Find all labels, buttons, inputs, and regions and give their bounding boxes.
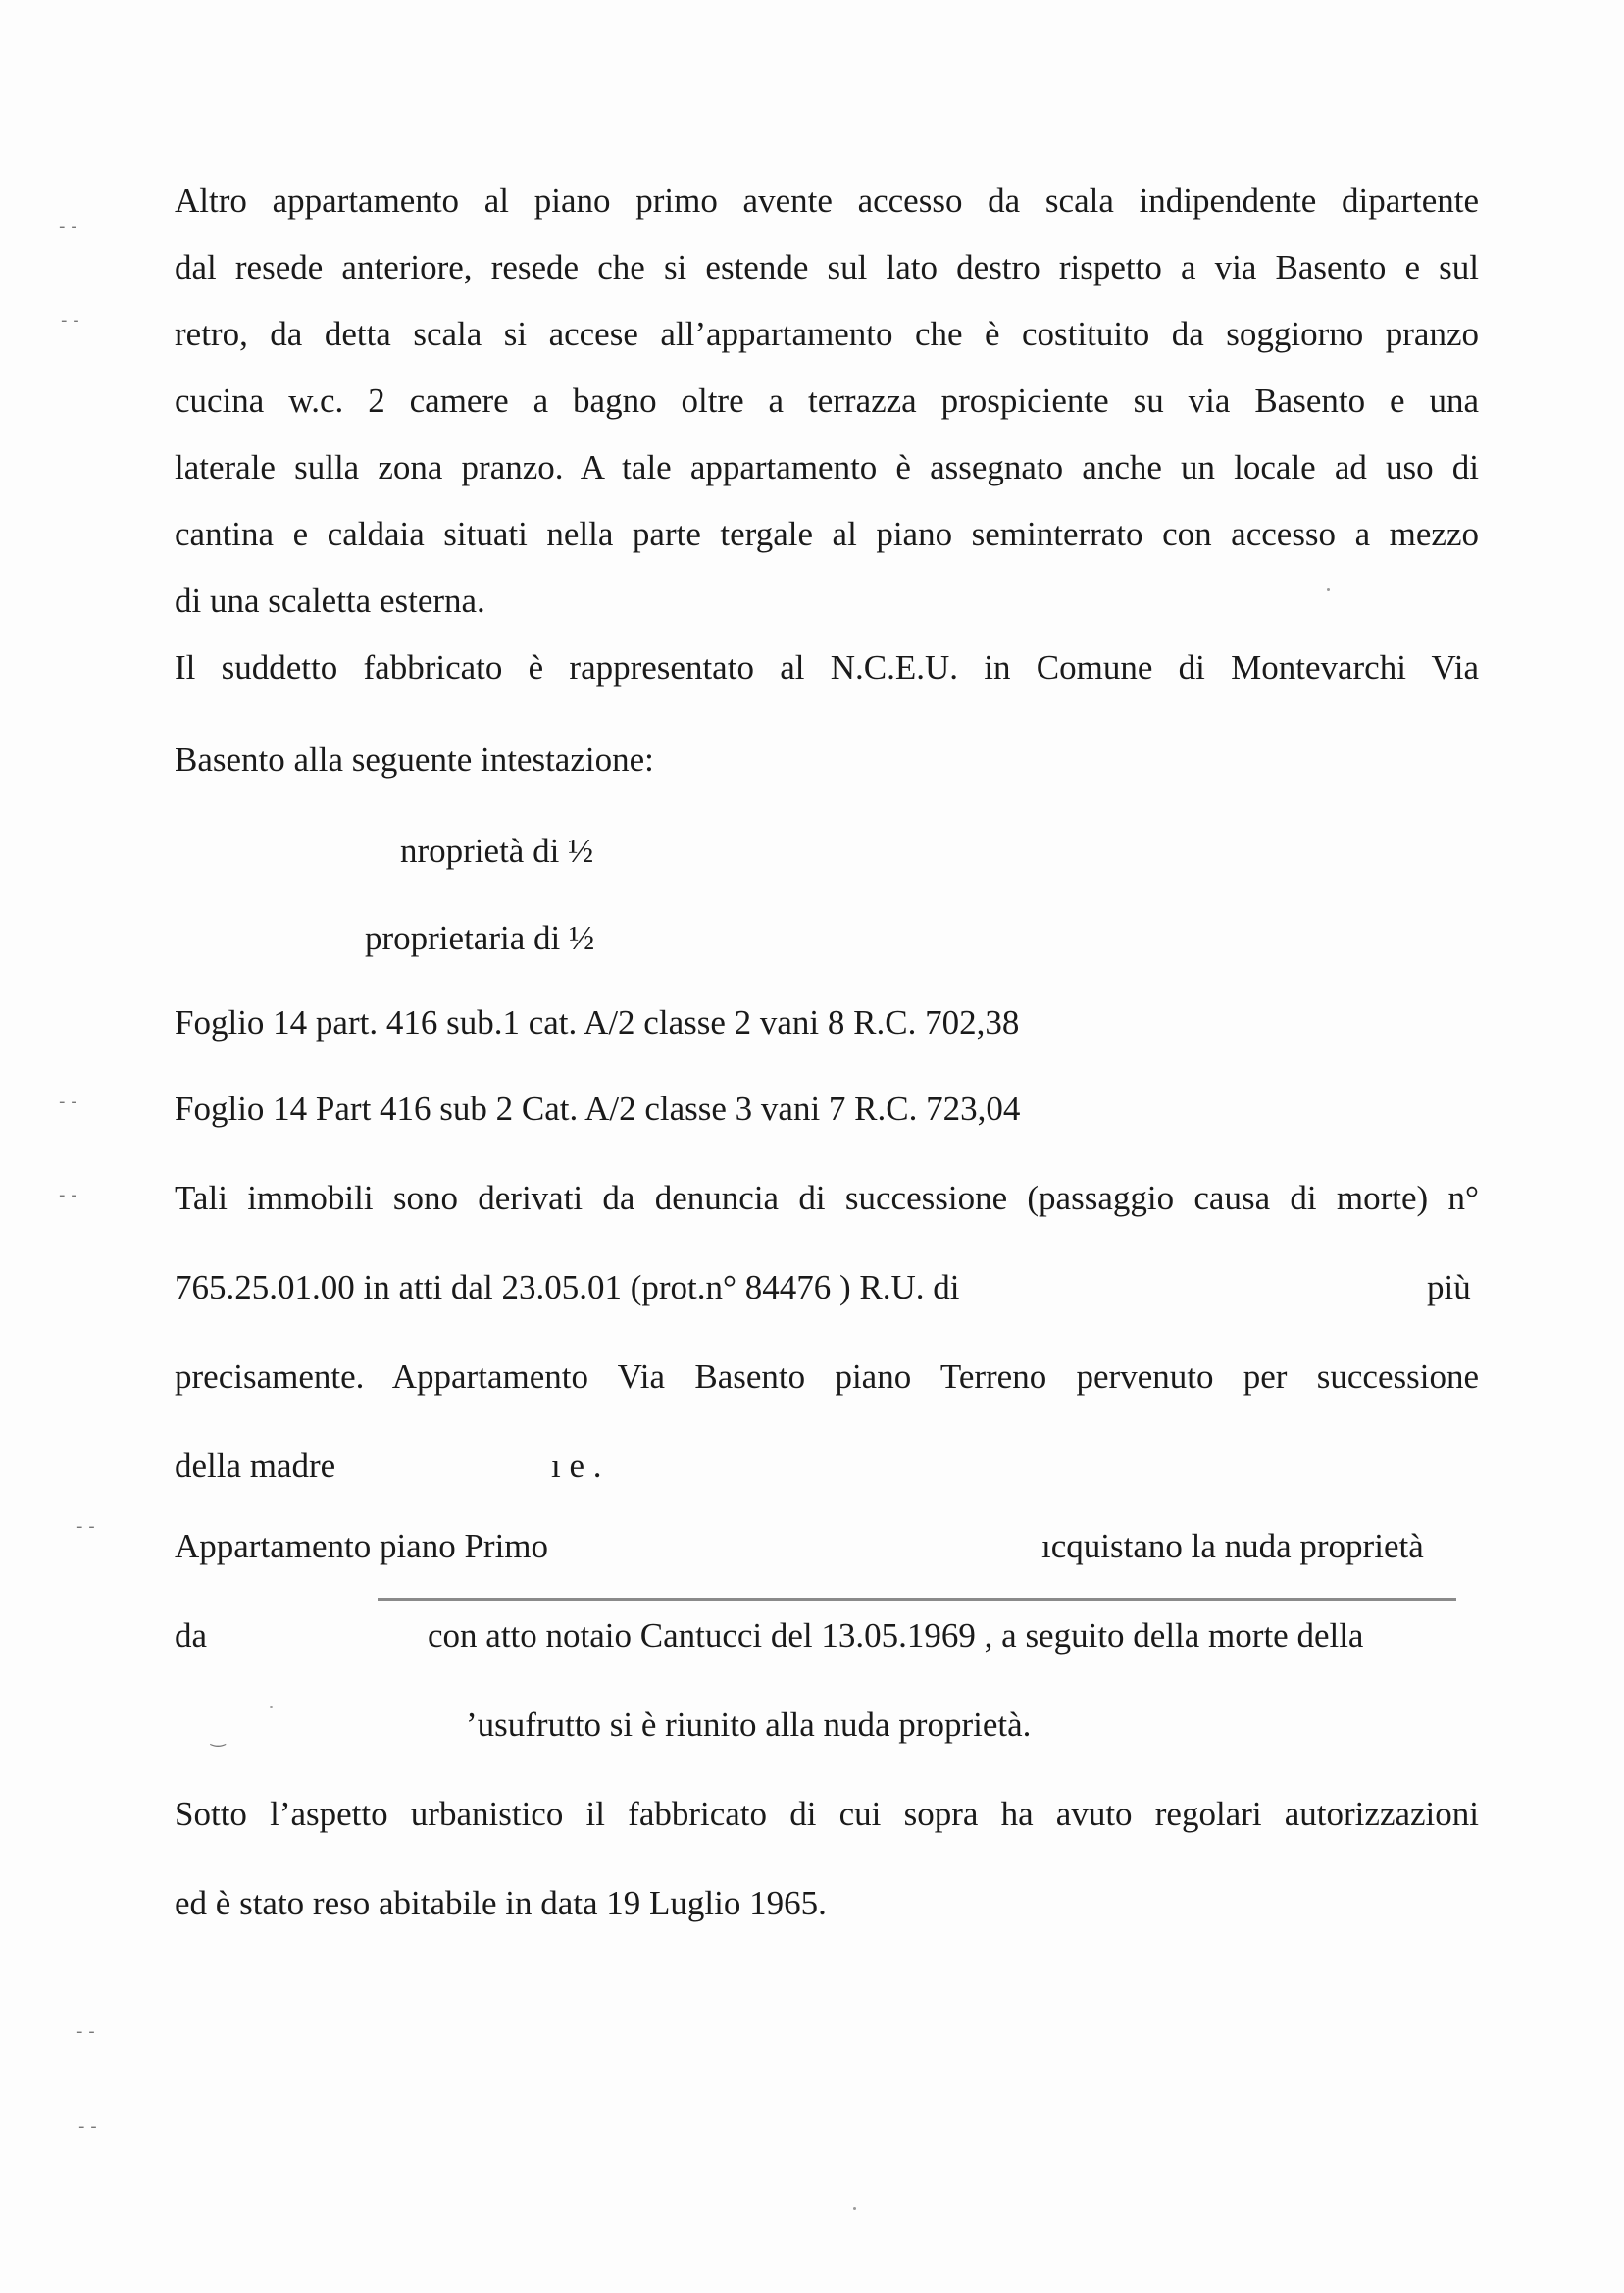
owner-line: proprietaria di ½ xyxy=(365,919,595,957)
text-line: da xyxy=(175,1616,208,1655)
text-line: Appartamento piano Primo xyxy=(175,1527,549,1565)
text-line: laterale sulla zona pranzo. A tale appartamento è assegnato anche un locale ad uso di xyxy=(175,448,1479,486)
text-line: Altro appartamento al piano primo avente accesso da scala indipendente dipartente xyxy=(175,181,1479,220)
cadastral-line: Foglio 14 part. 416 sub.1 cat. A/2 classe 2 vani 8 R.C. 702,38 xyxy=(175,1003,1020,1042)
text-line: Basento alla seguente intestazione: xyxy=(175,740,654,779)
margin-mark: ‐ ‑ xyxy=(78,2116,97,2137)
text-line: Tali immobili sono derivati da denuncia di successione (passaggio causa di morte) n° xyxy=(175,1179,1479,1217)
text-line: cantina e caldaia situati nella parte tergale al piano seminterrato con accesso a mezzo xyxy=(175,515,1479,553)
text-line: 765.25.01.00 in atti dal 23.05.01 (prot.n° 84476 ) R.U. di xyxy=(175,1268,960,1306)
scan-speck xyxy=(853,2207,856,2210)
scan-speck xyxy=(1327,588,1330,591)
text-line: dal resede anteriore, resede che si estende sul lato destro rispetto a via Basento e sul xyxy=(175,248,1479,286)
text-line: della madre xyxy=(175,1447,336,1485)
text-line: di una scaletta esterna. xyxy=(175,582,485,620)
text-line: Il suddetto fabbricato è rappresentato al N.C.E.U. in Comune di Montevarchi Via xyxy=(175,648,1479,687)
text-fragment: con atto notaio Cantucci del 13.05.1969 , a seguito della morte della xyxy=(428,1616,1364,1655)
margin-mark: ‐ ‑ xyxy=(61,310,79,331)
owner-line: nroprietà di ½ xyxy=(400,832,594,870)
margin-mark: ‐ ‑ xyxy=(59,1185,77,1205)
margin-mark: ‐ ‑ xyxy=(76,1516,95,1537)
text-fragment: ı e . xyxy=(551,1447,602,1485)
text-fragment: ıcquistano la nuda proprietà xyxy=(1041,1527,1424,1565)
scan-speck xyxy=(270,1706,273,1708)
text-line: ’usufrutto si è riunito alla nuda proprietà. xyxy=(466,1706,1032,1744)
margin-mark: ‐ ‑ xyxy=(76,2021,95,2042)
margin-mark: ‿ xyxy=(211,1727,226,1748)
cadastral-line: Foglio 14 Part 416 sub 2 Cat. A/2 classe 3 vani 7 R.C. 723,04 xyxy=(175,1090,1021,1128)
text-line: cucina w.c. 2 camere a bagno oltre a terrazza prospiciente su via Basento e una xyxy=(175,382,1479,420)
margin-mark: ‐ ‑ xyxy=(59,216,77,236)
text-fragment: più xyxy=(1427,1268,1471,1306)
text-line: ed è stato reso abitabile in data 19 Luglio 1965. xyxy=(175,1884,827,1922)
text-line: precisamente. Appartamento Via Basento piano Terreno pervenuto per successione xyxy=(175,1357,1479,1396)
underline-rule xyxy=(378,1598,1456,1601)
text-line: Sotto l’aspetto urbanistico il fabbricato di cui sopra ha avuto regolari autorizzazioni xyxy=(175,1795,1479,1833)
margin-mark: ‐ ‑ xyxy=(59,1092,77,1112)
text-line: retro, da detta scala si accese all’appartamento che è costituito da soggiorno pranzo xyxy=(175,315,1479,353)
